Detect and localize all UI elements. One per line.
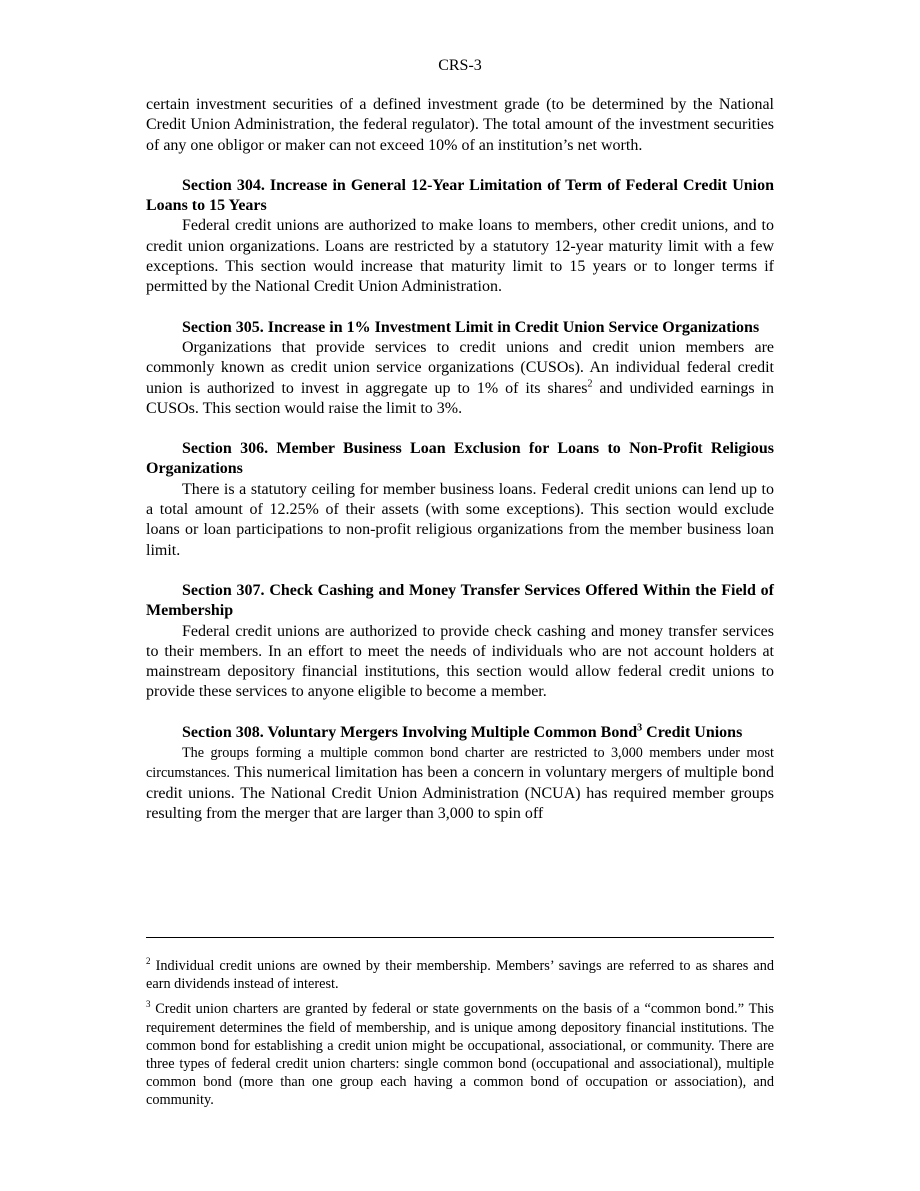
section-305: [146, 318, 774, 419]
intro-paragraph: certain investment securities of a defined investment grade (to be determined by the National Credit Union Administration, the federal regulator). The total amount of the investment securities of any one obligor or maker can not exceed 10% of an institution’s net worth.: [146, 96, 774, 154]
section-heading: Section 304. Increase in General 12-Year Limitation of Term of Federal Credit Union Loans to 15 Years: [146, 176, 774, 215]
section-heading: Section 305. Increase in 1% Investment Limit in Credit Union Service Organizations: [182, 318, 760, 336]
footnote-reference: 3: [637, 722, 643, 734]
footnote-text: Credit union charters are granted by federal or state governments on the basis of a “common bond.” This requirement determines the field of membership, and is unique among depository financial institutions. The common bond for establishing a credit union might be occupational, associational, or community. There are three types of federal credit union charters: single common bond (occupational and associational), multiple common bond (more than one group each having a common bond of occupation or association), and community.: [146, 1001, 774, 1109]
heading-text-part: Credit Unions: [642, 723, 743, 741]
section-304: [146, 176, 774, 298]
section-heading: [146, 723, 774, 743]
section-body: Federal credit unions are authorized to make loans to members, other credit unions, and to credit union organizations. Loans are restricted by a statutory 12-year maturity limit with a few exceptions. This section would increase that maturity limit to 15 years or to longer terms if permitted by the National Credit Union Administration.: [146, 217, 774, 296]
section-heading: Section 307. Check Cashing and Money Transfer Services Offered Within the Field of Membership: [146, 581, 774, 620]
body-text-part: The groups forming a multiple common bond charter are restricted to 3,000 members under most circumstances.: [146, 745, 774, 782]
body-text-part: This numerical limitation has been a concern in voluntary mergers of multiple bond credit unions. The National Credit Union Administration (NCUA) has required member groups resulting from the merger that are larger than 3,000 to spin off: [146, 764, 774, 822]
document-body: [146, 95, 774, 824]
section-body: [146, 338, 774, 419]
section-body: There is a statutory ceiling for member business loans. Federal credit unions can lend up to a total amount of 12.25% of their assets (with some exceptions). This section would exclude loans or loan participations to non-profit religious organizations from the member business loan limit.: [146, 480, 774, 559]
section-308: [146, 723, 774, 824]
footnote-number: 3: [146, 999, 151, 1010]
heading-text-part: Section 308. Voluntary Mergers Involving Multiple Common Bond: [182, 723, 638, 741]
page-header: CRS-3: [438, 57, 482, 74]
section-307: [146, 581, 774, 703]
body-text-part: and undivided earnings in CUSOs. This section would raise the limit to 3%.: [146, 379, 774, 417]
footnotes: [146, 957, 774, 1110]
footnote-text: Individual credit unions are owned by their membership. Members’ savings are referred to as shares and earn dividends instead of interest.: [146, 958, 774, 993]
footnote-3: [146, 1000, 774, 1109]
section-306: [146, 439, 774, 561]
body-text-part: Organizations that provide services to credit unions and credit union members are commonly known as credit union service organizations (CUSOs). An individual federal credit union is authorized to invest in aggregate up to 1% of its shares: [146, 338, 774, 397]
section-heading: Section 306. Member Business Loan Exclusion for Loans to Non-Profit Religious Organizations: [146, 440, 774, 478]
footnote-reference: 2: [587, 378, 593, 390]
footnote-2: [146, 957, 774, 993]
section-body: [146, 743, 774, 824]
footnote-divider: [146, 937, 774, 938]
footnote-number: 2: [146, 956, 151, 967]
section-body: Federal credit unions are authorized to provide check cashing and money transfer services to their members. In an effort to meet the needs of individuals who are not account holders at mainstream depository financial institutions, this section would allow federal credit unions to provide these services to anyone eligible to become a member.: [146, 622, 774, 701]
